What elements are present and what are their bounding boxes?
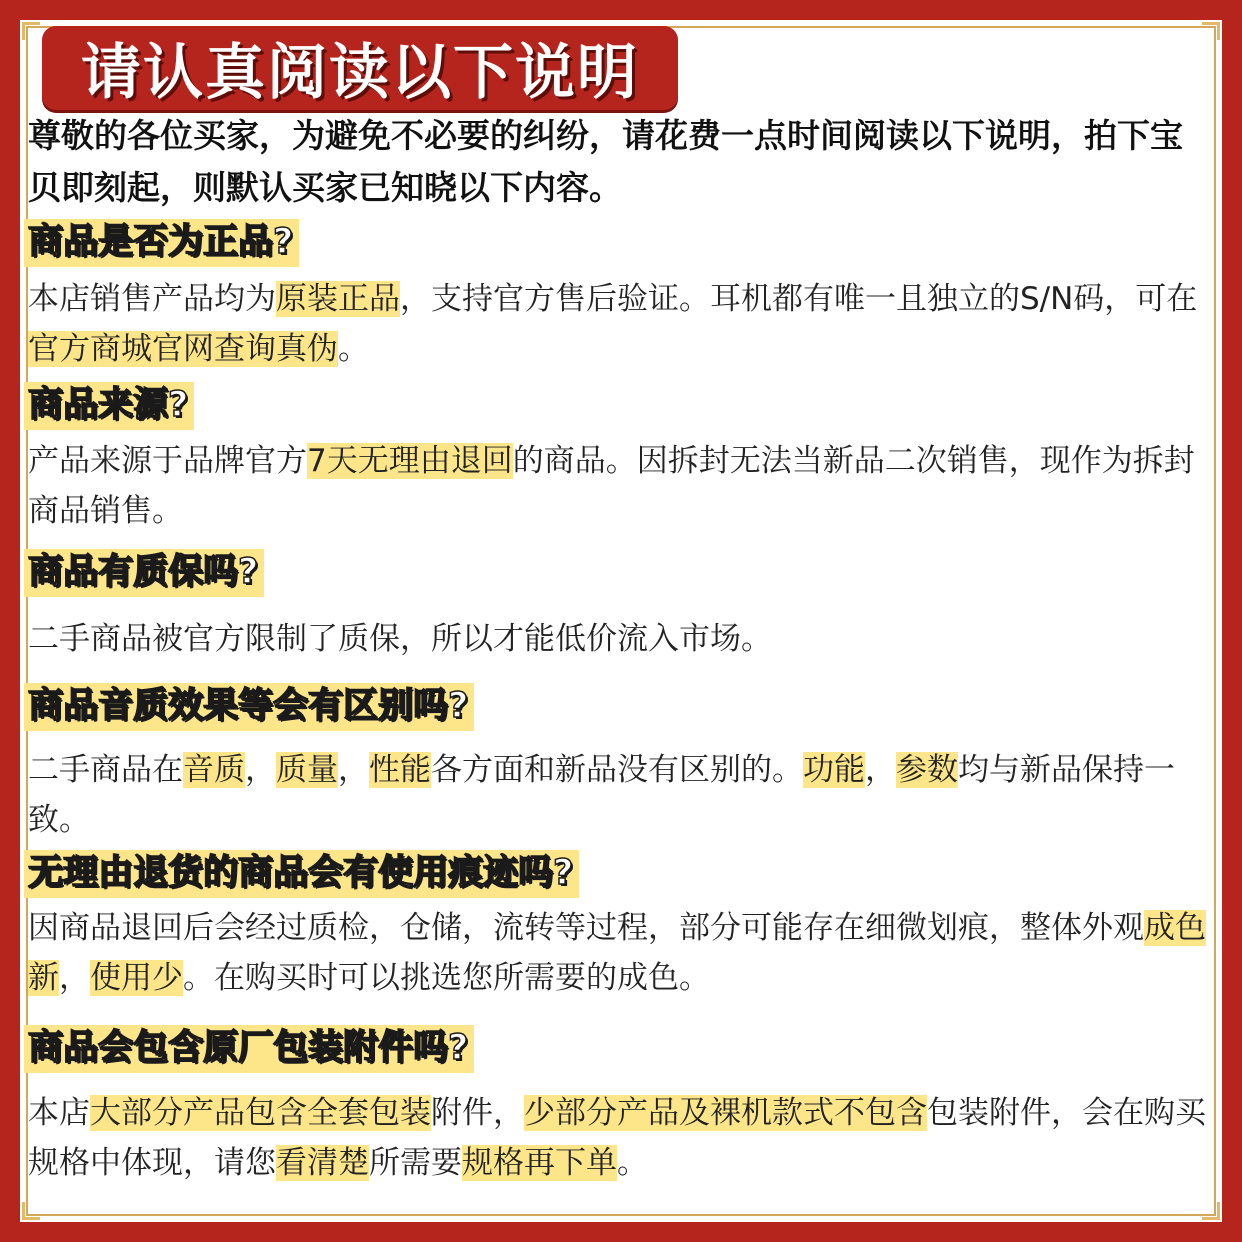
answer-text: 所需要: [369, 1145, 462, 1181]
answer-text: ，: [865, 752, 896, 788]
highlighted-text: 成色新: [28, 910, 1206, 996]
highlighted-text: 全套包装: [307, 1095, 431, 1131]
answer-text: 的商品。因拆封无法当新品二次销售，现作为拆封商品销售。: [28, 443, 1195, 529]
intro-text: 尊敬的各位买家，为避免不必要的纠纷，请花费一点时间阅读以下说明，拍下宝贝即刻起，则默认买家已知晓以下内容。: [28, 116, 1183, 207]
answer-text: 各方面和新品没有区别的。: [431, 752, 803, 788]
answer-text: 产品来源于品牌官方: [28, 443, 307, 479]
answer-text: 二手商品被官方限制了质保，所以才能低价流入市场。: [28, 621, 772, 657]
highlighted-text: 功能: [803, 752, 865, 788]
answer-text: 本店销售产品均为: [28, 281, 276, 317]
corner-ornament: [1202, 1202, 1220, 1220]
highlighted-text: 原装正品: [276, 281, 400, 317]
section-answer: [28, 903, 1214, 1003]
highlighted-text: 少部分产品及裸机款式: [524, 1095, 834, 1131]
highlighted-text: 不包含: [834, 1095, 927, 1131]
answer-text: ，: [59, 960, 90, 996]
section-question: 商品有质保吗?: [24, 549, 264, 597]
answer-text: ，: [245, 752, 276, 788]
answer-text: 附件，: [431, 1095, 524, 1131]
answer-text: 。: [338, 331, 369, 367]
answer-text: 。: [617, 1145, 648, 1181]
highlighted-text: 官方商城官网查询真伪: [28, 331, 338, 367]
answer-text: 。在购买时可以挑选您所需要的成色。: [183, 960, 710, 996]
title-banner: [42, 26, 678, 110]
corner-ornament: [22, 1202, 40, 1220]
highlighted-text: 7天无理由退回: [307, 443, 513, 479]
page-title: 请认真阅读以下说明: [81, 38, 639, 108]
highlighted-text: 规格再下单: [462, 1145, 617, 1181]
section-answer: [28, 436, 1214, 536]
highlighted-text: 质量: [276, 752, 338, 788]
answer-text: ，支持官方售后验证。耳机都有唯一且独立的S/N码，可在: [400, 281, 1198, 317]
corner-ornament: [22, 22, 40, 40]
section-question: 商品来源?: [24, 382, 194, 430]
answer-text: 均与新品保持一致。: [28, 752, 1175, 838]
section-question: 商品音质效果等会有区别吗?: [24, 683, 474, 731]
section-question: 商品会包含原厂包装附件吗?: [24, 1025, 474, 1073]
answer-text: 二手商品在: [28, 752, 183, 788]
answer-text: 包装附件，会在购买规格中体现，请您: [28, 1095, 1206, 1181]
section-question: 无理由退货的商品会有使用痕迹吗?: [24, 850, 579, 898]
highlighted-text: 音质: [183, 752, 245, 788]
highlighted-text: 性能: [369, 752, 431, 788]
highlighted-text: 大部分产品包含: [90, 1095, 307, 1131]
highlighted-text: 看清楚: [276, 1145, 369, 1181]
corner-ornament: [1202, 22, 1220, 40]
section-answer: [28, 745, 1214, 845]
section-answer: [28, 614, 1214, 664]
answer-text: ，: [338, 752, 369, 788]
section-question: 商品是否为正品?: [24, 219, 299, 267]
section-answer: [28, 274, 1214, 374]
answer-text: 本店: [28, 1095, 90, 1131]
highlighted-text: 使用少: [90, 960, 183, 996]
section-answer: [28, 1088, 1214, 1188]
highlighted-text: 参数: [896, 752, 958, 788]
answer-text: 因商品退回后会经过质检，仓储，流转等过程，部分可能存在细微划痕，整体外观: [28, 910, 1144, 946]
